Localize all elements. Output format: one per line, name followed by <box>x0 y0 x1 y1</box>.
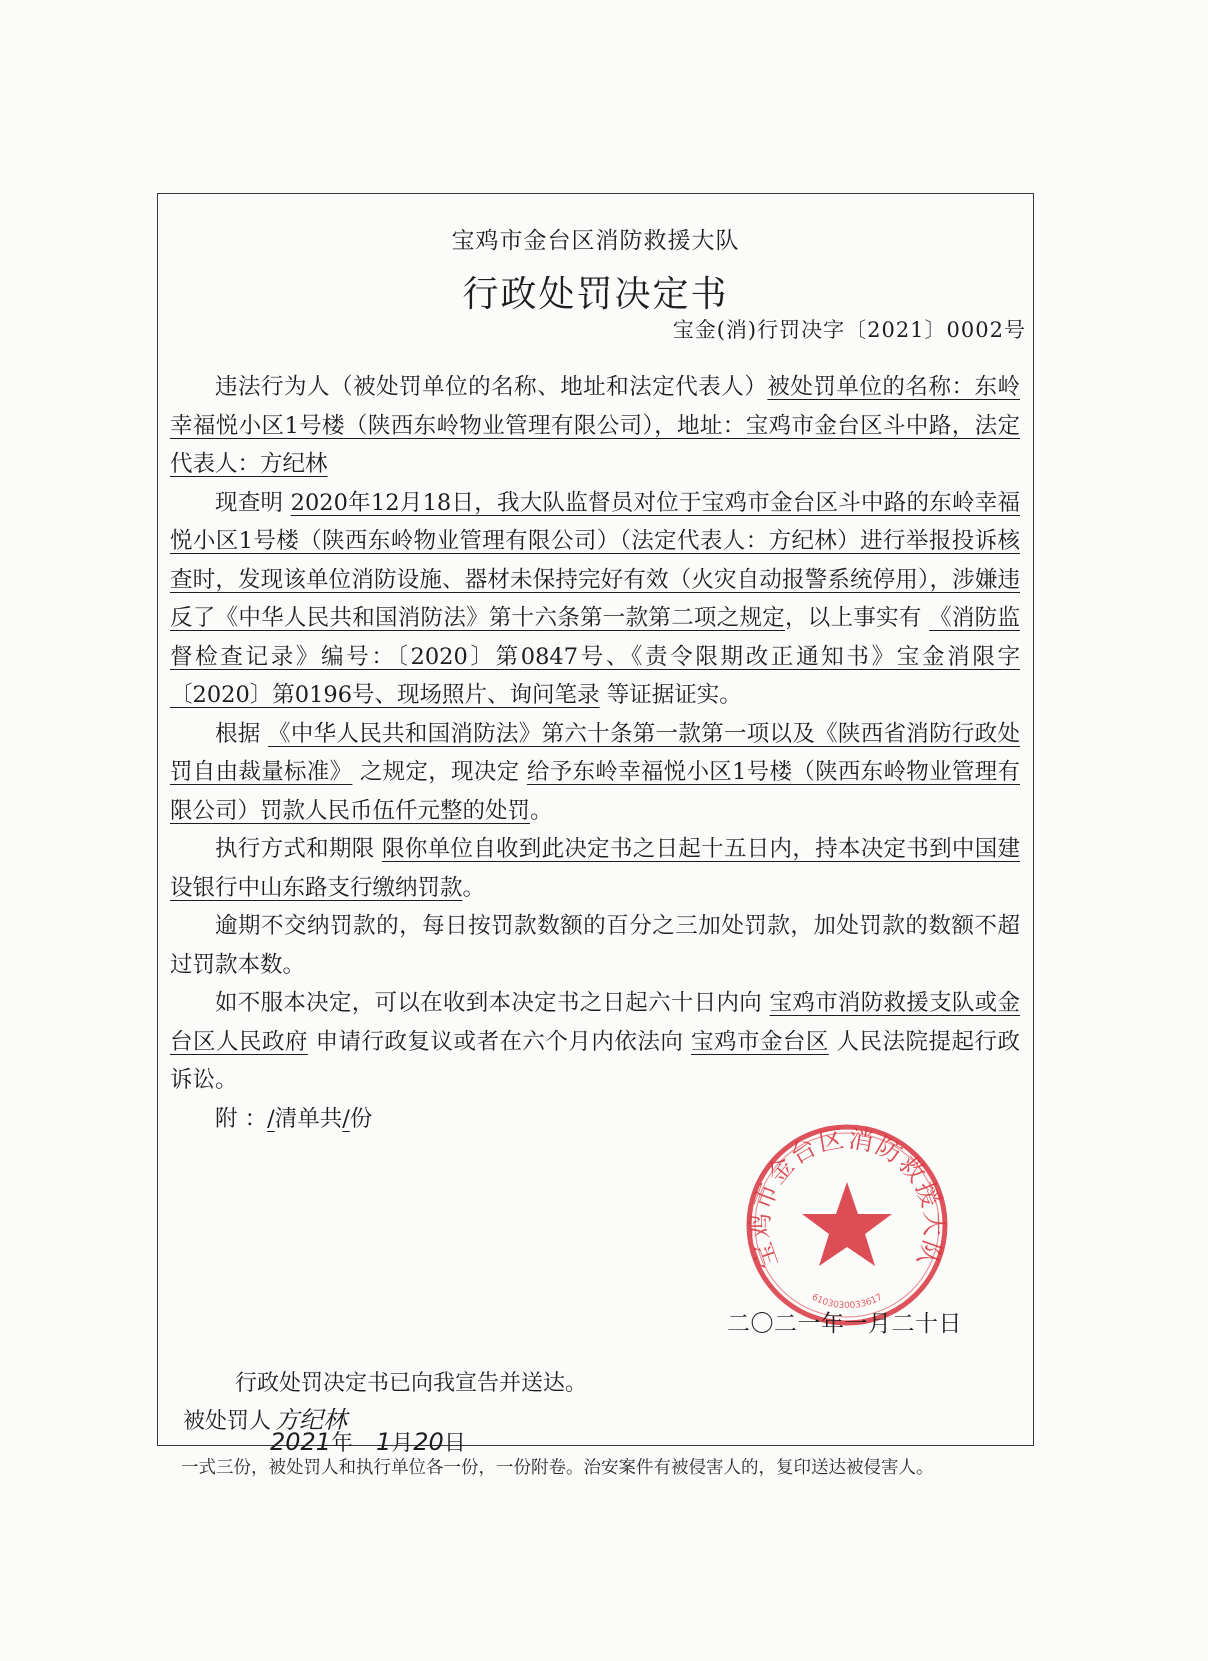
legal-basis: 《中华人民共和国消防法》第六十条第一款第一项以及《陕西省消防行政处罚自由裁量标准》 <box>170 720 1020 785</box>
attachment-label: 附 ： <box>215 1105 268 1132</box>
decision-tail: 。 <box>530 797 553 824</box>
document-body <box>170 368 1020 1138</box>
findings-paragraph <box>170 484 1020 715</box>
signature-year: 2021 <box>270 1428 332 1456</box>
execution-paragraph <box>170 830 1020 907</box>
penalty-decision: 给予东岭幸福悦小区1号楼（陕西东岭物业管理有限公司）罚款人民币伍仟元整的处罚 <box>170 759 1020 824</box>
recipient-label: 被处罚人 <box>183 1409 272 1434</box>
footnote: 一式三份，被处罚人和执行单位各一份，一份附卷。治安案件有被侵害人的，复印送达被侵害人。 <box>181 1458 934 1478</box>
signature-date <box>270 1426 466 1457</box>
findings-label: 现查明 <box>215 489 284 516</box>
decision-paragraph <box>170 715 1020 831</box>
execution-label: 执行方式和期限 <box>215 836 375 862</box>
signature-day: 20 <box>413 1428 444 1456</box>
year-char: 年 <box>331 1431 354 1456</box>
overdue-paragraph: 逾期不交纳罚款的，每日按罚款数额的百分之三加处罚款，加处罚款的数额不超过罚款本数。 <box>170 913 1020 978</box>
appeal-paragraph <box>170 984 1020 1100</box>
seal-code: 6103030033617 <box>809 1292 885 1312</box>
issue-date: 二〇二一年一月二十日 <box>727 1311 962 1337</box>
offender-details: 被处罚单位的名称：东岭幸福悦小区1号楼（陕西东岭物业管理有限公司），地址：宝鸡市金台区斗中路，法定代表人：方纪林 <box>170 374 1020 477</box>
offender-paragraph <box>170 368 1020 484</box>
findings-tail: 等证据证实。 <box>606 682 742 708</box>
legal-basis-label: 根据 <box>215 720 261 747</box>
review-authority: 宝鸡市消防救援支队或金台区人民政府 <box>170 990 1020 1055</box>
appeal-tail: 人民法院提起行政诉讼。 <box>170 1028 1020 1093</box>
decision-connector: 之规定，现决定 <box>359 759 520 785</box>
findings-connector: ，以上事实有 <box>785 605 922 631</box>
acknowledgement-text: 行政处罚决定书已向我宣告并送达。 <box>235 1371 588 1396</box>
signature-month: 1 <box>375 1428 392 1456</box>
recipient-signature: 方纪林 <box>275 1406 348 1434</box>
day-char: 日 <box>443 1431 466 1456</box>
attachment-count-a: / <box>267 1105 275 1132</box>
attachment-unit: 份 <box>349 1105 373 1132</box>
attachment-count-b: / <box>342 1105 350 1132</box>
evidence-list: 《消防监督检查记录》编号：〔2020〕第0847号、《责令限期改正通知书》宝金消限字〔2020〕第0196号、现场照片、询问笔录 <box>170 605 1020 708</box>
execution-details: 限你单位自收到此决定书之日起十五日内，持本决定书到中国建设银行中山东路支行缴纳罚款 <box>170 836 1020 901</box>
appeal-pre: 如不服本决定，可以在收到本决定书之日起六十日内向 <box>215 990 763 1016</box>
document-number: 宝金(消)行罚决字〔2021〕0002号 <box>672 318 1026 342</box>
execution-tail: 。 <box>462 874 486 901</box>
seal-ring-text: 宝鸡市金台区消防救援大队 <box>745 1123 949 1272</box>
offender-label: 违法行为人（被处罚单位的名称、地址和法定代表人） <box>215 374 768 400</box>
document-title: 行政处罚决定书 <box>462 274 729 315</box>
appeal-mid: 申请行政复议或者在六个月内依法向 <box>315 1028 684 1055</box>
findings-details: 2020年12月18日，我大队监督员对位于宝鸡市金台区斗中路的东岭幸福悦小区1号楼（陕西东岭物业管理有限公司）（法定代表人：方纪林）进行举报投诉核查时，发现该单位消防设施、器材未保持完好有效（火灾自动报警系统停用），涉嫌违反了《中华人民共和国消防法》第十六条第一款第二项之规定 <box>170 489 1020 631</box>
official-seal-icon <box>742 1120 952 1330</box>
month-char: 月 <box>391 1431 414 1456</box>
attachment-mid: 清单共 <box>274 1105 343 1132</box>
court-name: 宝鸡市金台区 <box>690 1028 829 1055</box>
issuing-organization: 宝鸡市金台区消防救援大队 <box>451 228 740 254</box>
